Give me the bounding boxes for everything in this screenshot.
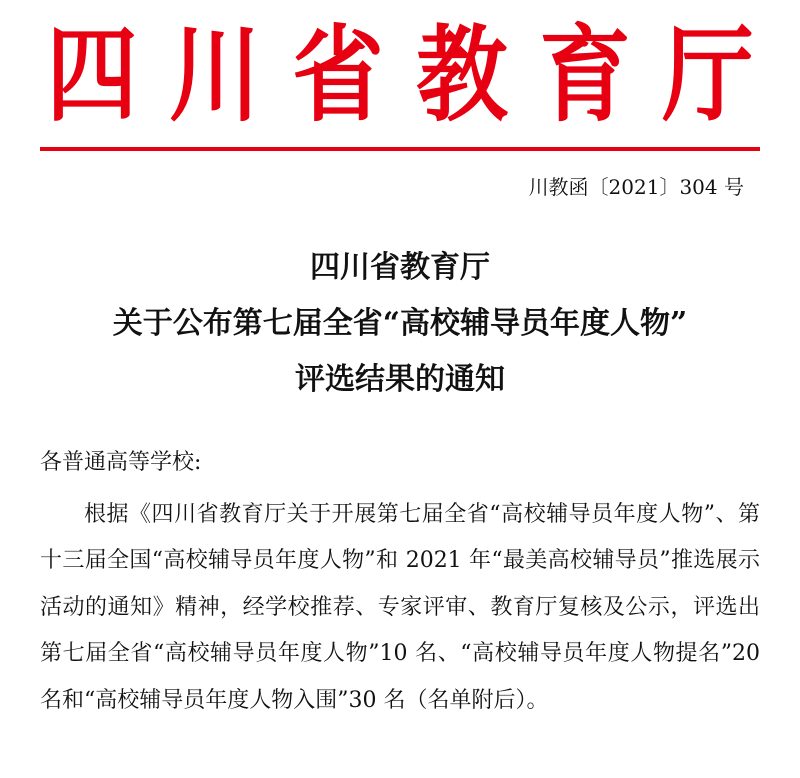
title-line-3: 评选结果的通知 (295, 362, 505, 397)
title-line-1: 四川省教育厅 (310, 250, 490, 285)
masthead-char: 育 (538, 13, 631, 136)
masthead-char: 省 (292, 13, 385, 136)
masthead-char: 教 (415, 13, 508, 136)
masthead-char: 川 (169, 13, 261, 136)
masthead-divider (40, 147, 760, 151)
document-number: 川教函〔2021〕304 号 (528, 175, 744, 199)
salutation: 各普通高等学校: (40, 450, 202, 475)
body-paragraph: 根据《四川省教育厅关于开展第七届全省“高校辅导员年度人物”、第十三届全国“高校辅导员年度人物”和 2021 年“最美高校辅导员”推选展示活动的通知》精神，经学校推荐、专家评审、教育厅复核及公示，评选出第七届全省“高校辅导员年度人物”10 名、“高校辅导员年度人物提名”20 名和“高校辅导员年度人物入围”30 名（名单附后）。 (40, 502, 760, 713)
masthead-char: 四 (46, 13, 138, 136)
masthead-char: 厅 (662, 13, 754, 136)
masthead-title (40, 10, 760, 140)
title-line-2: 关于公布第七届全省“高校辅导员年度人物” (112, 306, 688, 341)
